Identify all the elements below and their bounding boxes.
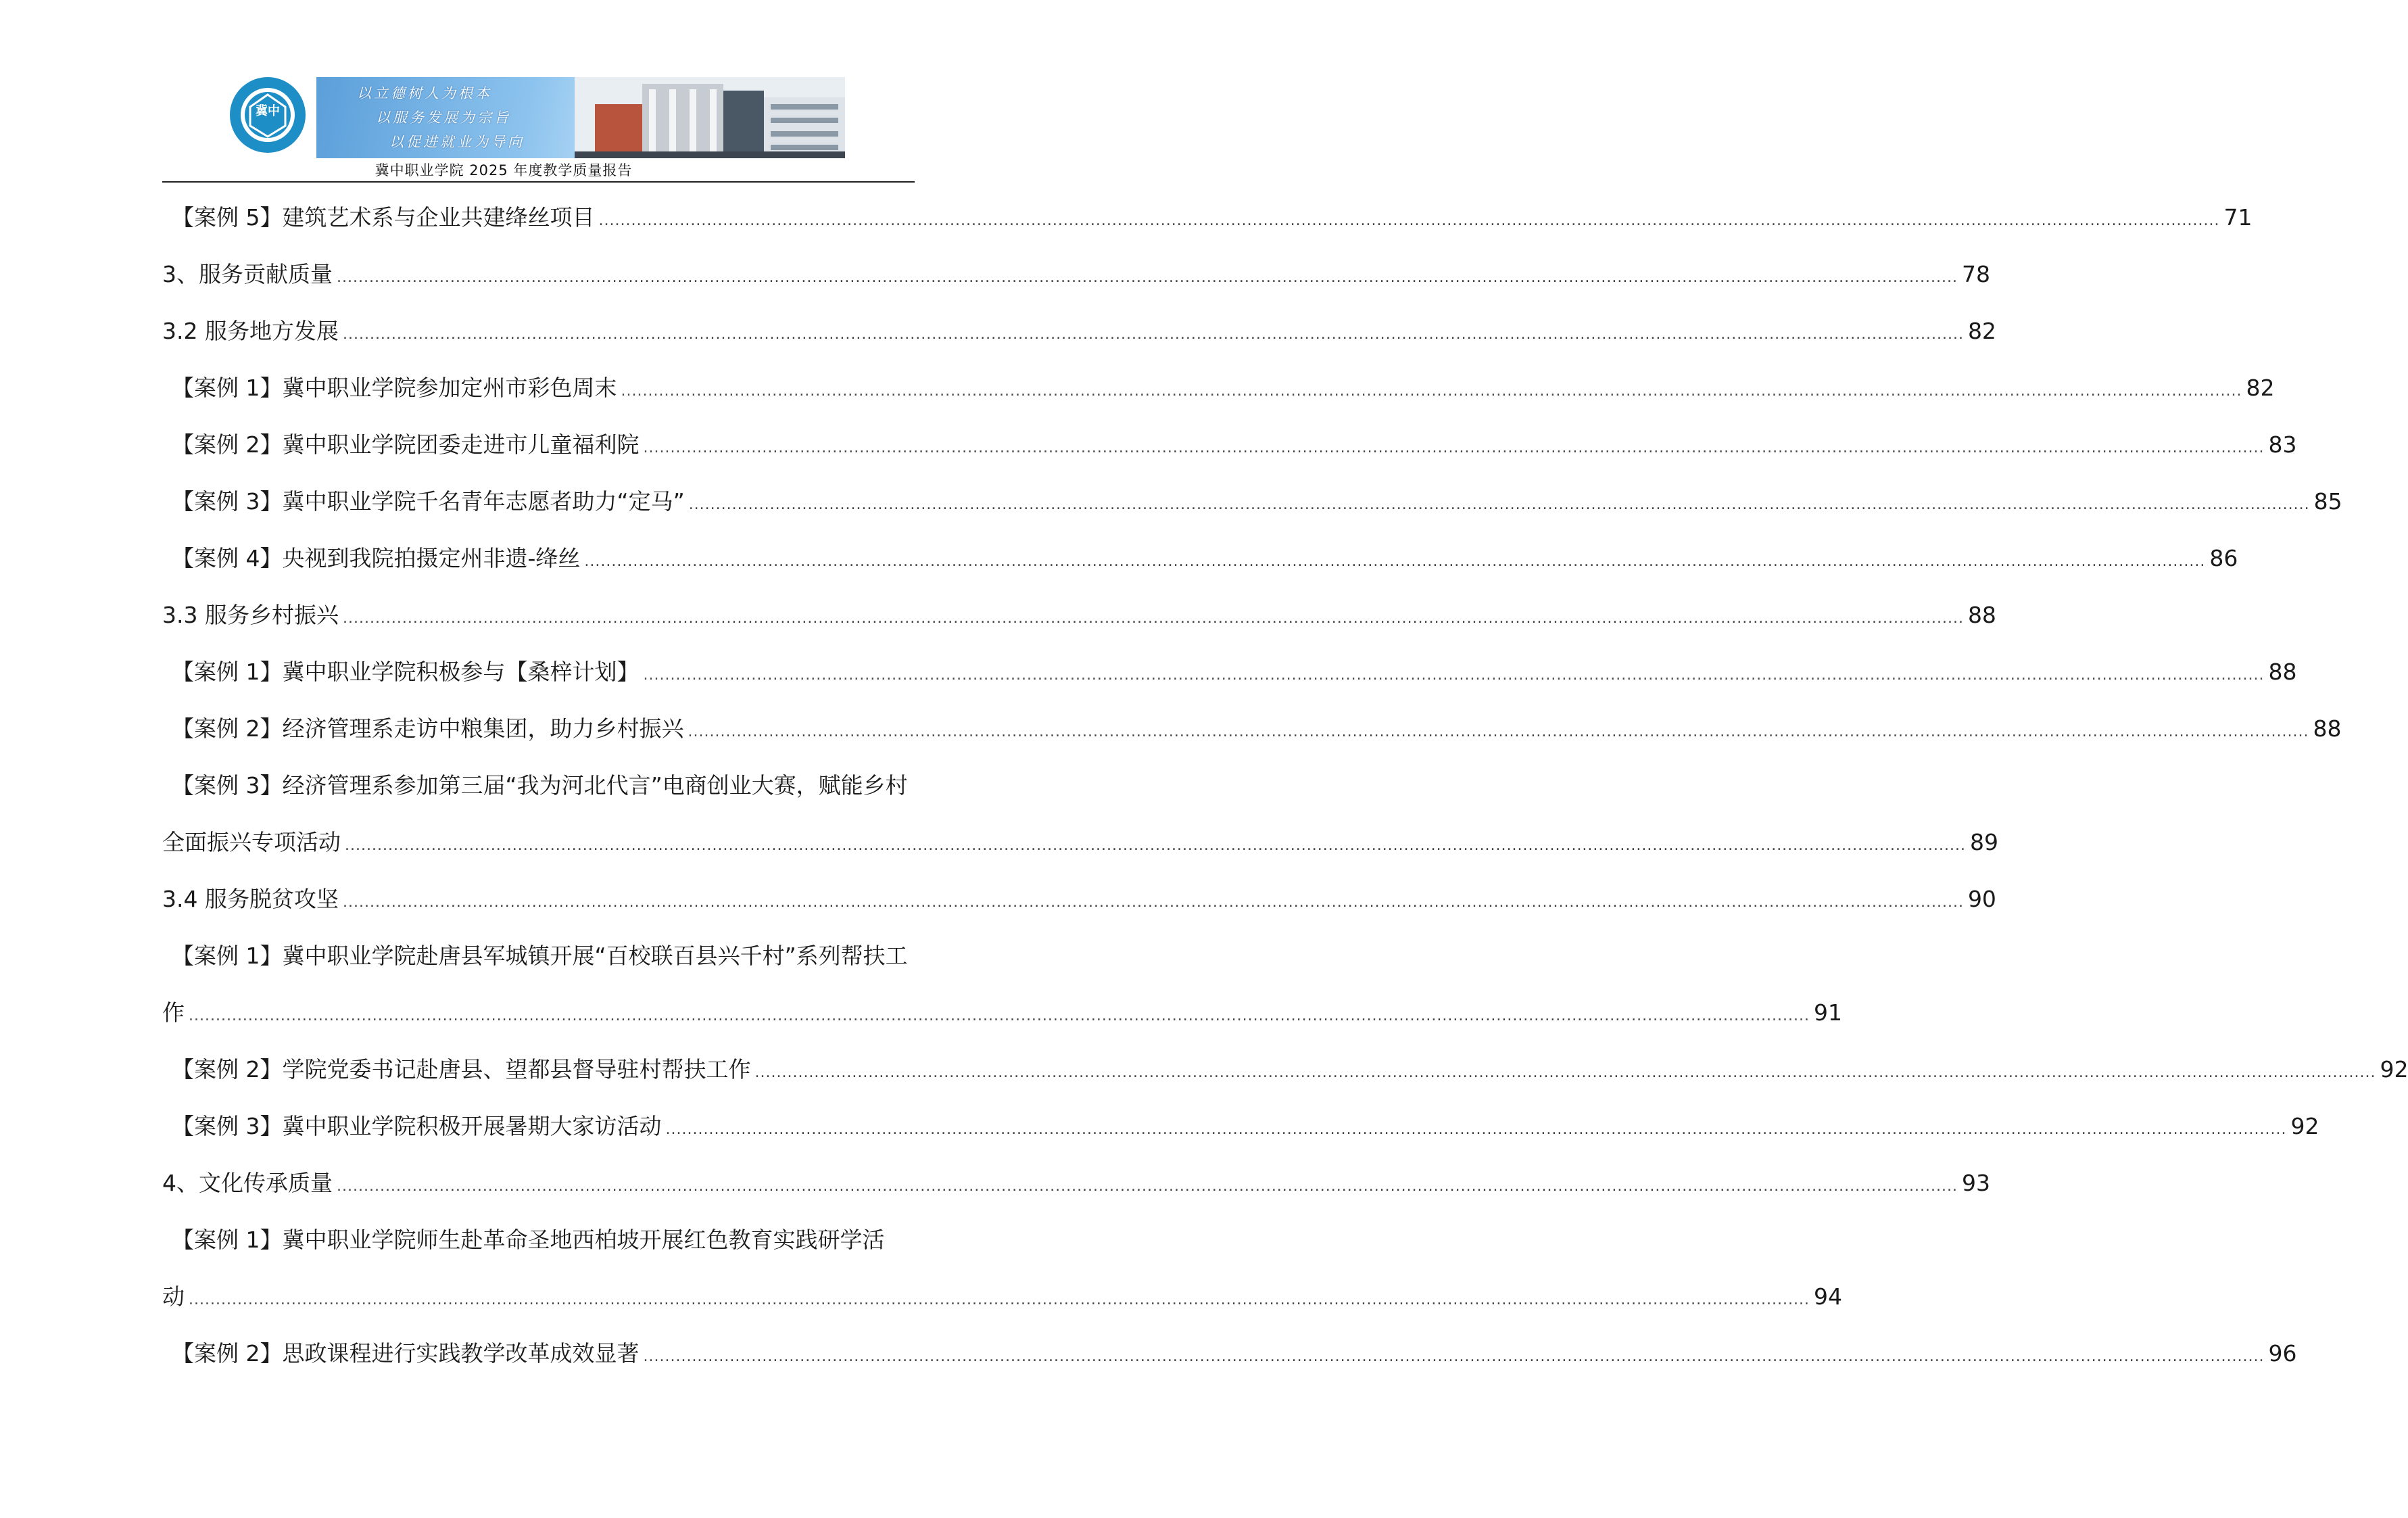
toc-entry[interactable] [162, 701, 2342, 757]
toc-entry-line[interactable]: 【案例 1】冀中职业学院赴唐县军城镇开展“百校联百县兴千村”系列帮扶工 [172, 943, 908, 969]
dot-leader: ............................................................................................................................................................................................................................................................................................................ [337, 269, 1958, 286]
toc-entry-text: 【案例 3】冀中职业学院积极开展暑期大家访活动 [172, 1113, 662, 1139]
toc-entry[interactable] [162, 530, 2238, 587]
toc-page-number: 89 [1969, 829, 1998, 855]
toc-entry-text: 全面振兴专项活动 [162, 829, 341, 855]
toc-entry-text: 【案例 4】央视到我院拍摄定州非遗-绛丝 [172, 545, 581, 571]
toc-entry[interactable] [162, 246, 1990, 303]
header-banner [316, 77, 845, 158]
dot-leader: ............................................................................................................................................................................................................................................................................................................ [688, 496, 2310, 513]
toc-page-number: 82 [1967, 318, 1996, 344]
dot-leader: ............................................................................................................................................................................................................................................................................................................ [337, 1178, 1958, 1195]
toc-page-number: 92 [2290, 1113, 2319, 1139]
toc-page-number: 93 [1961, 1170, 1990, 1196]
toc-page-number: 83 [2268, 431, 2297, 458]
toc-entry-text: 3、服务贡献质量 [162, 261, 333, 287]
toc-entry-text: 【案例 2】思政课程进行实践教学改革成效显著 [172, 1340, 640, 1367]
toc-page-number: 88 [2268, 659, 2297, 685]
toc-page-number: 90 [1967, 886, 1996, 912]
slogan-3: 以促进就业为导向 [389, 134, 525, 150]
toc-entry[interactable] [162, 1325, 2297, 1382]
toc-page-number: 86 [2209, 545, 2238, 571]
toc-entry-text: 【案例 1】冀中职业学院积极参与【桑梓计划】 [172, 659, 640, 685]
toc-entry[interactable] [162, 985, 1842, 1041]
toc-entry[interactable] [162, 1041, 2408, 1098]
logo-text: 冀中 [256, 104, 280, 118]
toc-page-number: 91 [1813, 999, 1842, 1026]
dot-leader: ............................................................................................................................................................................................................................................................................................................ [754, 1064, 2376, 1081]
toc-entry[interactable] [162, 473, 2342, 530]
toc-entry[interactable] [162, 814, 1998, 871]
dot-leader: ............................................................................................................................................................................................................................................................................................................ [342, 894, 1964, 911]
toc-entry-line[interactable]: 【案例 1】冀中职业学院师生赴革命圣地西柏坡开展红色教育实践研学活 [172, 1227, 885, 1253]
dot-leader: ............................................................................................................................................................................................................................................................................................................ [643, 1348, 2265, 1365]
toc-page-number: 88 [1967, 602, 1996, 628]
dot-leader: ............................................................................................................................................................................................................................................................................................................ [342, 610, 1964, 627]
dot-leader: ............................................................................................................................................................................................................................................................................................................ [345, 837, 1966, 854]
building-photo [575, 77, 845, 158]
dot-leader: ............................................................................................................................................................................................................................................................................................................ [598, 212, 2220, 229]
header-divider [162, 181, 915, 183]
toc-entry[interactable] [162, 871, 1996, 928]
toc-entry-text: 3.2 服务地方发展 [162, 318, 339, 344]
toc-page-number: 92 [2380, 1056, 2408, 1083]
college-logo [230, 77, 306, 153]
toc-entry-text: 【案例 5】建筑艺术系与企业共建绛丝项目 [172, 204, 595, 231]
slogan-1: 以立德树人为根本 [357, 85, 492, 101]
toc-entry[interactable] [162, 587, 1996, 644]
slogan-2: 以服务发展为宗旨 [376, 110, 511, 126]
toc-page-number: 78 [1961, 261, 1990, 287]
report-title: 冀中职业学院 2025 年度教学质量报告 [375, 162, 633, 179]
toc-entry-text: 作 [162, 999, 185, 1026]
toc-entry[interactable] [162, 417, 2297, 473]
page-header [162, 77, 845, 179]
dot-leader: ............................................................................................................................................................................................................................................................................................................ [189, 1291, 1810, 1308]
toc-entry[interactable] [162, 303, 1996, 360]
toc-entry[interactable] [162, 360, 2275, 417]
toc-page-number: 94 [1813, 1283, 1842, 1310]
dot-leader: ............................................................................................................................................................................................................................................................................................................ [189, 1007, 1810, 1024]
toc-entry-text: 动 [162, 1283, 185, 1310]
toc-entry-text: 【案例 2】冀中职业学院团委走进市儿童福利院 [172, 431, 640, 458]
toc-page-number: 71 [2223, 204, 2253, 231]
toc-entry-text: 3.4 服务脱贫攻坚 [162, 886, 339, 912]
toc-entry[interactable] [162, 1268, 1842, 1325]
dot-leader: ............................................................................................................................................................................................................................................................................................................ [342, 326, 1964, 343]
toc-entry[interactable] [162, 189, 2253, 246]
toc-entry-text: 4、文化传承质量 [162, 1170, 333, 1196]
toc-entry[interactable] [162, 644, 2297, 701]
toc-page-number: 96 [2268, 1340, 2297, 1367]
dot-leader: ............................................................................................................................................................................................................................................................................................................ [643, 667, 2265, 684]
toc-page-number: 82 [2246, 375, 2275, 401]
dot-leader: ............................................................................................................................................................................................................................................................................................................ [665, 1121, 2287, 1138]
toc-entry[interactable] [162, 1098, 2319, 1155]
dot-leader: ............................................................................................................................................................................................................................................................................................................ [584, 553, 2206, 570]
toc-page-number: 88 [2313, 715, 2342, 742]
toc-entry-text: 【案例 2】学院党委书记赴唐县、望都县督导驻村帮扶工作 [172, 1056, 751, 1083]
toc-entry-text: 3.3 服务乡村振兴 [162, 602, 339, 628]
table-of-contents [162, 189, 2408, 1382]
toc-entry[interactable] [162, 1155, 1990, 1212]
dot-leader: ............................................................................................................................................................................................................................................................................................................ [643, 440, 2265, 456]
toc-entry-line[interactable]: 【案例 3】经济管理系参加第三届“我为河北代言”电商创业大赛，赋能乡村 [172, 772, 908, 799]
toc-entry-text: 【案例 1】冀中职业学院参加定州市彩色周末 [172, 375, 617, 401]
toc-page-number: 85 [2313, 488, 2342, 515]
toc-entry-text: 【案例 3】冀中职业学院千名青年志愿者助力“定马” [172, 488, 685, 515]
dot-leader: ............................................................................................................................................................................................................................................................................................................ [621, 383, 2242, 400]
toc-entry-text: 【案例 2】经济管理系走访中粮集团，助力乡村振兴 [172, 715, 684, 742]
dot-leader: ............................................................................................................................................................................................................................................................................................................ [688, 724, 2309, 740]
